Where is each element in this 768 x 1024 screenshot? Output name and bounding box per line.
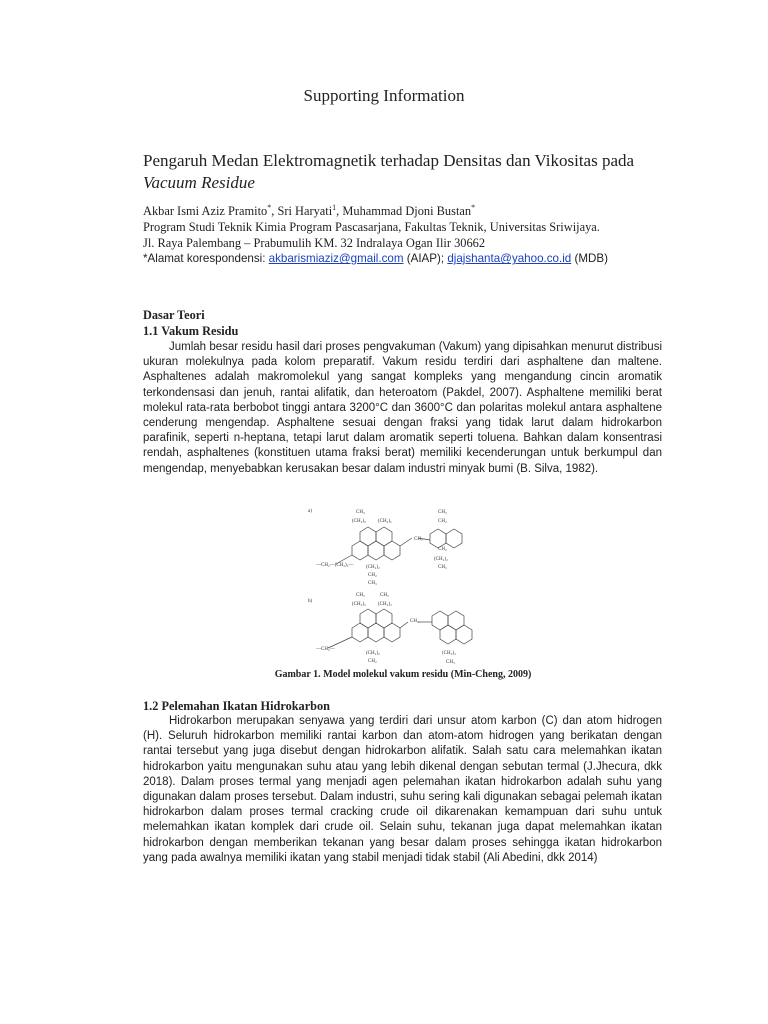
ring — [448, 611, 464, 630]
label-ch2-2: (CH₂)₂ — [366, 565, 380, 570]
ring — [352, 541, 368, 560]
author-3: Muhammad Djoni Bustan — [342, 204, 472, 219]
label-ch3: CH₃ — [438, 565, 447, 570]
molecule-figure — [300, 504, 500, 666]
correspondence-line — [143, 251, 673, 267]
paper-title — [143, 150, 663, 194]
author-3-mark: * — [471, 203, 476, 212]
ring — [360, 609, 376, 628]
affiliation: Program Studi Teknik Kimia Program Pascasarjana, Fakultas Teknik, Universitas Sriwijaya. — [143, 220, 600, 235]
section-heading-pelemahan: 1.2 Pelemahan Ikatan Hidrokarbon — [143, 699, 330, 713]
label-ch2: CH₂ — [368, 659, 377, 664]
ring — [368, 623, 384, 642]
label-ch2: CH₂ — [414, 537, 423, 542]
author-2: Sri Haryati — [277, 204, 333, 219]
label-ch3: CH₃ — [356, 593, 365, 598]
figure-label-b: b) — [308, 599, 313, 604]
email-2-tag: (MDB) — [571, 252, 608, 266]
paper-title-italic: Vacuum Residue — [143, 173, 255, 192]
author-2-mark: 1 — [332, 203, 337, 212]
label-ch2-2: (CH₂)₂ — [378, 602, 392, 607]
paragraph-text: Jumlah besar residu hasil dari proses pengvakuman (Vakum) yang dipisahkan menurut distribusi ukuran molekulnya pada kolom preparatif. Vakum residu terdiri dari asphaltene dan maltene. Asphaltenes adalah makromolekul yang sangat kompleks yang mengandung cincin aromatik terkondensasi dan jenuh, rantai alifatik, dan heteroatom (Pakdel, 2007). Asphaltene memiliki berat molekul rata-rata berbobot tinggi antara 3200°C dan 3600°C dan polaritas molekul antara asphaltene cenderung mengendap. Asphaltene sesuai dengan fraksi yang tidak larut dalam hidrokarbon parafinik, seperti n-heptana, tetapi larut dalam aromatik seperti toluena. Bahkan dalam konsentrasi rendah, asphaltenes (konstituen utama fraksi berat) memiliki kecenderungan untuk berkumpul dan mengendap, menyebabkan kerusakan besar dalam industri minyak bumi (B. Silva, 1982). — [143, 341, 662, 475]
ring — [384, 623, 400, 642]
ring — [376, 527, 392, 546]
label-ch3: CH₃ — [368, 581, 377, 586]
paragraph-pelemahan — [143, 714, 662, 866]
author-1: Akbar Ismi Aziz Pramito — [143, 204, 268, 219]
paragraph-vakum-residu — [143, 340, 662, 477]
ring — [376, 609, 392, 628]
ring — [456, 625, 472, 644]
ring — [446, 529, 462, 548]
supporting-info-title: Supporting Information — [303, 86, 465, 105]
author-1-mark: * — [267, 203, 272, 212]
paper-title-main: Pengaruh Medan Elektromagnetik terhadap Densitas dan Vikositas pada — [143, 151, 635, 170]
ring — [352, 623, 368, 642]
email-link-1[interactable]: akbarismiaziz@gmail.com — [268, 252, 404, 266]
label-ch2: CH₂ — [368, 573, 377, 578]
label-ch3: CH₃ — [438, 510, 447, 515]
label-ch2: CH₂ — [438, 547, 447, 552]
paragraph-text: Hidrokarbon merupakan senyawa yang terdiri dari unsur atom karbon (C) dan atom hidrogen (H). Seluruh hidrokarbon memiliki rantai karbon dan atom-atom hidrogen yang berikatan dengan rantai tersebut yang juga disebut dengan hidrokarbon alifatik. Salah satu cara melemahkan ikatan hidrokarbon yaitu mengunakan suhu atau yang lebih dikenal dengan sebutan termal (J.Jhecura, dkk 2018). Dalam proses termal yang menjadi agen pelemahan ikatan hidrokarbon adalah suhu yang digunakan dalam proses tersebut. Dalam industri, suhu sering kali digunakan sebagai pelemah ikatan hidrokarbon dalam proses termal cracking crude oil dikarenakan kemampuan dari suhu untuk melemahkan ikatan komplek dari crude oil. Selain suhu, tekanan juga dapat melemahkan ikatan hidrokarbon dengan memberikan tekanan yang besar dalam proses sehingga ikatan hidrokarbon yang pada awalnya memiliki ikatan yang stabil menjadi tidak stabil (Ali Abedini, dkk 2014) — [143, 715, 662, 864]
bond — [400, 538, 412, 546]
label-ch2-3: (CH₂)₃ — [442, 651, 456, 656]
label-ch2: CH₂ — [410, 619, 419, 624]
address: Jl. Raya Palembang – Prabumulih KM. 32 Indralaya Ogan Ilir 30662 — [143, 236, 486, 251]
ring — [360, 527, 376, 546]
bond — [400, 622, 408, 628]
ring — [432, 611, 448, 630]
ring — [384, 541, 400, 560]
figure-label-a: a) — [308, 509, 312, 514]
label-ch3: CH₃ — [380, 593, 389, 598]
ring — [440, 625, 456, 644]
label-ch2-2: (CH₂)₂ — [434, 557, 448, 562]
label-ch2-2: (CH₂)₂ — [366, 651, 380, 656]
label-ch3: CH₃ — [446, 660, 455, 665]
label-ch3: CH₃ — [356, 510, 365, 515]
label-ch2: CH₂ — [438, 519, 447, 524]
section-heading-vakum-residu: 1.1 Vakum Residu — [143, 324, 239, 338]
email-link-2[interactable]: djajshanta@yahoo.co.id — [447, 252, 572, 266]
label-ch2-5: (CH₂)₅ — [378, 519, 392, 524]
author-block — [143, 200, 673, 267]
label-ch2-3: (CH₂)₃ — [352, 602, 366, 607]
section-heading-dasar-teori: Dasar Teori — [143, 308, 205, 322]
bond — [328, 637, 352, 648]
figure-caption: Gambar 1. Model molekul vakum residu (Min-Cheng, 2009) — [274, 669, 532, 680]
ring — [430, 529, 446, 548]
label-ch2-3: (CH₂)₃ — [352, 519, 366, 524]
author-line: Akbar Ismi Aziz Pramito*, Sri Haryati$^1$, Muhammad Djoni Bustan* — [143, 203, 476, 219]
email-1-tag: (AIAP); — [403, 252, 448, 266]
correspondence-label: *Alamat korespondensi: — [143, 252, 269, 266]
ring — [368, 541, 384, 560]
label-chain: —CH₂—(CH₂)₃— — [316, 563, 354, 568]
label-chain: —CH₂— — [316, 647, 335, 652]
